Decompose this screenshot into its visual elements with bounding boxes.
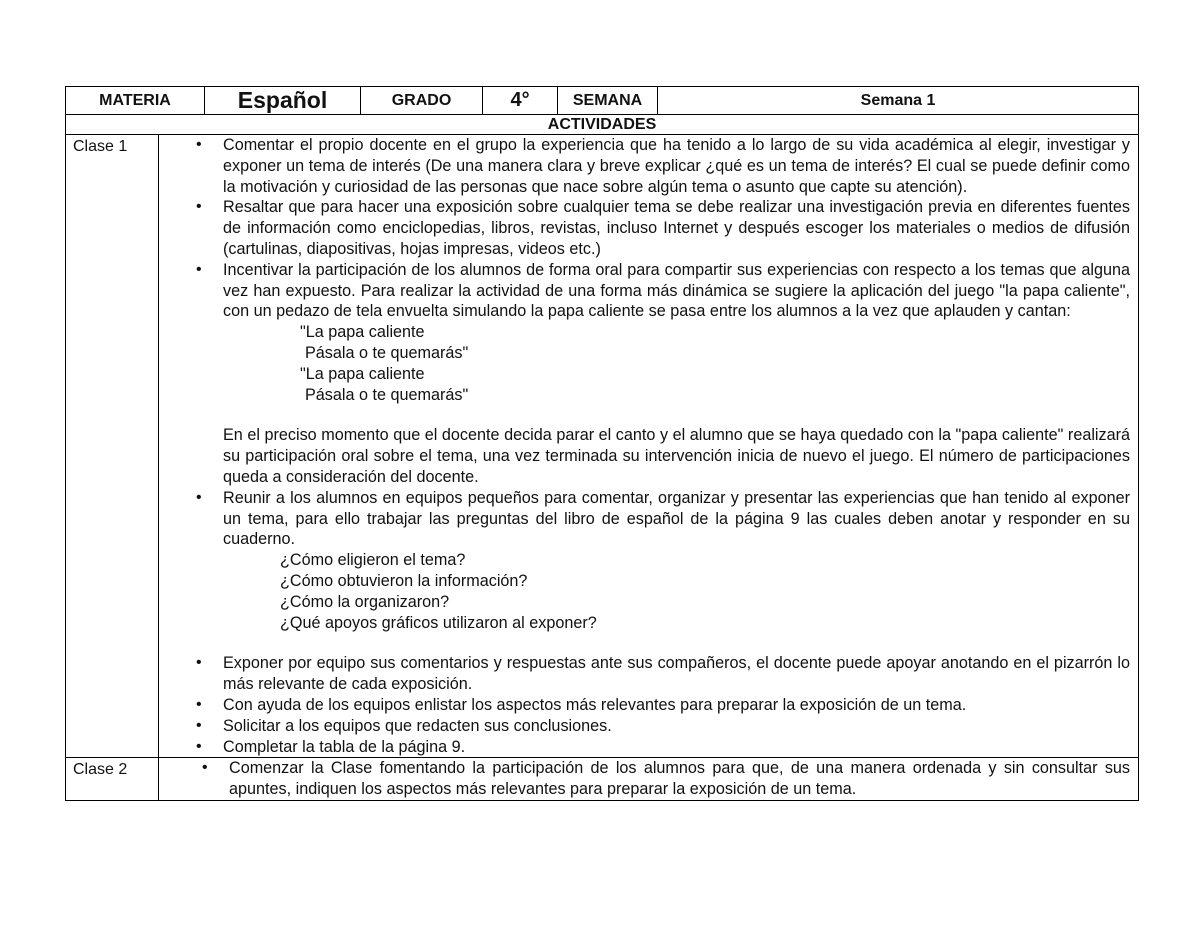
list-item <box>223 488 1130 654</box>
list-item: • Resaltar que para hacer una exposición sobre cualquier tema se debe realizar una investigación previa en diferentes fuentes de información como enciclopedias, libros, revistas, incluso Internet y después escoger los materiales o medios de difusión (cartulinas, diapositivas, hojas impresas, videos etc.) <box>223 197 1130 259</box>
subject-label: MATERIA <box>66 87 205 115</box>
clase1-row <box>66 135 1139 758</box>
list-item: • Comentar el propio docente en el grupo la experiencia que ha tenido a lo largo de su vida académica al elegir, investigar y exponer un tema de interés (De una manera clara y breve explicar ¿qué es un tema de interés? El cual se puede definir como la motivación y curiosidad de las personas que nace sobre algún tema o asunto que capte su atención). <box>223 135 1130 197</box>
list-item: • Solicitar a los equipos que redacten sus conclusiones. <box>223 716 1130 737</box>
header-row <box>66 87 1139 115</box>
question: ¿Cómo obtuvieron la información? <box>280 571 528 590</box>
list-item-text: • Reunir a los alumnos en equipos pequeños para comentar, organizar y presentar las experiencias que han tenido al exponer un tema, para ello trabajar las preguntas del libro de español de la página 9 las cuales deben anotar y responder en su cuaderno. <box>223 488 1131 549</box>
activities-title: ACTIVIDADES <box>66 115 1139 135</box>
clase1-label: Clase 1 <box>66 135 159 758</box>
clase2-list <box>159 758 1130 800</box>
list-item-text: • Incentivar la participación de los alumnos de forma oral para compartir sus experiencias con respecto a los temas que alguna vez han expuesto. Para realizar la actividad de una forma más dinámica se sugiere la aplicación del juego "la papa caliente", con un pedazo de tela envuelta simulando la papa caliente se pasa entre los alumnos a la vez que aplauden y cantan: <box>223 260 1131 321</box>
question: ¿Cómo la organizaron? <box>280 592 450 611</box>
clase2-label: Clase 2 <box>66 758 159 801</box>
question: ¿Qué apoyos gráficos utilizaron al exponer? <box>280 613 597 632</box>
activities-row <box>66 115 1139 135</box>
clase1-content <box>159 135 1139 758</box>
song-line: "La papa caliente <box>300 323 425 342</box>
list-item: • Exponer por equipo sus comentarios y respuestas ante sus compañeros, el docente puede apoyar anotando en el pizarrón lo más relevante de cada exposición. <box>223 653 1130 695</box>
list-item: • Con ayuda de los equipos enlistar los aspectos más relevantes para preparar la exposición de un tema. <box>223 695 1130 716</box>
list-item-paragraph: En el preciso momento que el docente decida parar el canto y el alumno que se haya quedado con la "papa caliente" realizará su participación oral sobre el tema, una vez terminada su intervención inicia de nuevo el juego. El número de participaciones queda a consideración del docente. <box>223 426 1131 486</box>
clase2-content <box>159 758 1139 801</box>
subject-value: Español <box>205 87 361 115</box>
lesson-plan-page <box>65 86 1138 801</box>
week-label: SEMANA <box>558 87 658 115</box>
list-item <box>223 260 1130 488</box>
lesson-plan-table <box>65 86 1139 801</box>
clase2-row <box>66 758 1139 801</box>
song-line: Pásala o te quemarás" <box>305 385 469 404</box>
question-list <box>223 550 1130 633</box>
song-line: Pásala o te quemarás" <box>305 343 469 362</box>
question: ¿Cómo eligieron el tema? <box>280 551 466 570</box>
list-item: • Comenzar la Clase fomentando la participación de los alumnos para que, de una manera ordenada y sin consultar sus apuntes, indiquen los aspectos más relevantes para preparar la exposición de un tema. <box>229 758 1130 800</box>
grade-label: GRADO <box>361 87 483 115</box>
song-line: "La papa caliente <box>300 364 425 383</box>
grade-value: 4° <box>483 87 558 115</box>
clase1-list <box>159 135 1130 757</box>
list-item: • Completar la tabla de la página 9. <box>223 737 1130 758</box>
week-value: Semana 1 <box>658 87 1139 115</box>
song-lyrics <box>223 322 1130 405</box>
